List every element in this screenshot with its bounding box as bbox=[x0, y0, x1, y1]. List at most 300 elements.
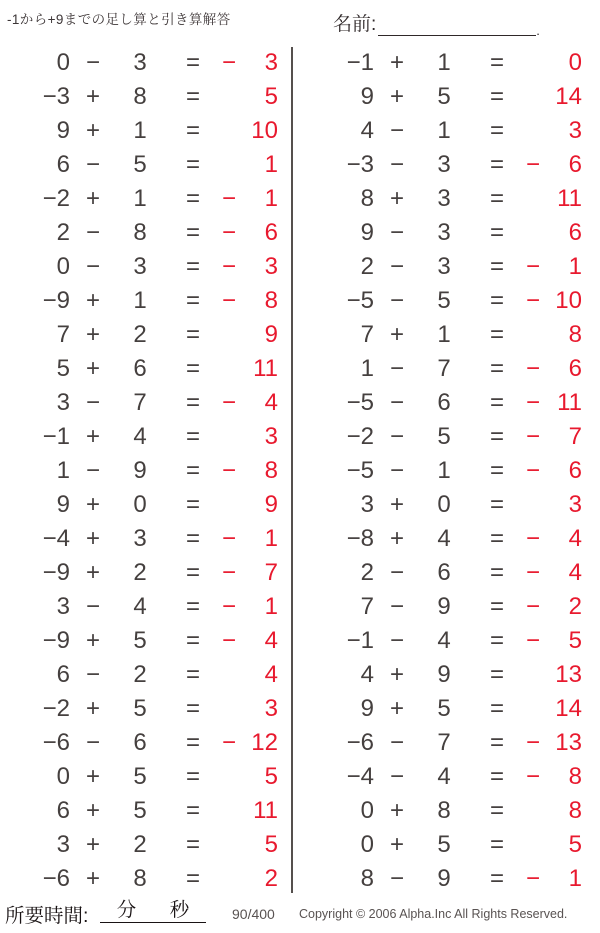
operand-a: 9 bbox=[360, 83, 374, 110]
operand-b: 8 bbox=[133, 865, 147, 892]
answer-value: 14 bbox=[555, 695, 582, 722]
answer-value: 6 bbox=[568, 457, 582, 484]
problem-row bbox=[304, 386, 584, 420]
answer-value: 6 bbox=[264, 219, 278, 246]
worksheet-title: -1から+9までの足し算と引き算解答 bbox=[7, 12, 231, 27]
problem-row bbox=[0, 590, 280, 624]
answer-minus-sign: − bbox=[222, 729, 237, 756]
operator-sign: + bbox=[389, 49, 404, 76]
operand-b: 1 bbox=[133, 287, 147, 314]
operand-b: 4 bbox=[133, 423, 147, 450]
answer-value: 6 bbox=[568, 355, 582, 382]
problem-row bbox=[0, 80, 280, 114]
answer-minus-sign: − bbox=[526, 423, 541, 450]
answer-value: 5 bbox=[264, 763, 278, 790]
operand-a: −5 bbox=[346, 287, 374, 314]
operand-b: 1 bbox=[133, 185, 147, 212]
answer-minus-sign: − bbox=[526, 627, 541, 654]
operand-a: 0 bbox=[56, 49, 70, 76]
answer-minus-sign: − bbox=[526, 865, 541, 892]
answer-value: 7 bbox=[568, 423, 582, 450]
answer-minus-sign: − bbox=[222, 559, 237, 586]
problem-row bbox=[0, 182, 280, 216]
problem-row bbox=[304, 284, 584, 318]
answer-minus-sign: − bbox=[222, 49, 237, 76]
answer bbox=[526, 323, 582, 347]
problem-row bbox=[0, 114, 280, 148]
answer bbox=[222, 731, 278, 755]
operand-b: 6 bbox=[133, 729, 147, 756]
time-blank-line bbox=[100, 897, 206, 923]
equals-sign: = bbox=[489, 865, 504, 892]
operand-a: 7 bbox=[360, 593, 374, 620]
answer bbox=[222, 663, 278, 687]
answer-value: 5 bbox=[568, 831, 582, 858]
answer-minus-sign: − bbox=[222, 253, 237, 280]
operator-sign: + bbox=[389, 83, 404, 110]
operand-a: −4 bbox=[346, 763, 374, 790]
answer bbox=[526, 289, 582, 313]
equals-sign: = bbox=[489, 321, 504, 348]
equals-sign: = bbox=[185, 253, 200, 280]
problem-row bbox=[0, 454, 280, 488]
equals-sign: = bbox=[489, 593, 504, 620]
operand-b: 1 bbox=[437, 457, 451, 484]
operand-a: 1 bbox=[360, 355, 374, 382]
operand-a: 9 bbox=[360, 695, 374, 722]
operator-sign: − bbox=[389, 253, 404, 280]
answer bbox=[222, 51, 278, 75]
problem-row bbox=[304, 352, 584, 386]
answer bbox=[222, 561, 278, 585]
answer-minus-sign: − bbox=[526, 525, 541, 552]
answer-value: 4 bbox=[568, 559, 582, 586]
problem-row bbox=[304, 726, 584, 760]
operator-sign: + bbox=[85, 423, 100, 450]
answer bbox=[222, 833, 278, 857]
answer-value: 13 bbox=[555, 661, 582, 688]
answer-value: 11 bbox=[557, 185, 582, 212]
answer bbox=[222, 323, 278, 347]
operator-sign: + bbox=[85, 185, 100, 212]
equals-sign: = bbox=[185, 627, 200, 654]
operand-b: 7 bbox=[437, 729, 451, 756]
operand-a: 2 bbox=[56, 219, 70, 246]
answer-value: 1 bbox=[264, 185, 278, 212]
answer-value: 1 bbox=[568, 865, 582, 892]
operator-sign: − bbox=[389, 389, 404, 416]
problem-row bbox=[0, 522, 280, 556]
answer bbox=[222, 799, 278, 823]
answer bbox=[526, 357, 582, 381]
equals-sign: = bbox=[489, 49, 504, 76]
answer-value: 2 bbox=[264, 865, 278, 892]
operand-a: −2 bbox=[42, 695, 70, 722]
operand-b: 4 bbox=[437, 763, 451, 790]
equals-sign: = bbox=[185, 593, 200, 620]
equals-sign: = bbox=[185, 355, 200, 382]
equals-sign: = bbox=[489, 661, 504, 688]
answer bbox=[526, 867, 582, 891]
operand-b: 4 bbox=[133, 593, 147, 620]
problem-row bbox=[0, 692, 280, 726]
answer bbox=[222, 527, 278, 551]
operand-a: −2 bbox=[346, 423, 374, 450]
operator-sign: + bbox=[389, 831, 404, 858]
answer bbox=[222, 119, 278, 143]
operand-b: 2 bbox=[133, 661, 147, 688]
operator-sign: + bbox=[389, 491, 404, 518]
operand-a: −9 bbox=[42, 287, 70, 314]
operand-b: 3 bbox=[133, 49, 147, 76]
answer-value: 3 bbox=[264, 253, 278, 280]
answer-minus-sign: − bbox=[526, 389, 541, 416]
operand-a: 3 bbox=[360, 491, 374, 518]
operand-a: 3 bbox=[56, 389, 70, 416]
answer-value: 1 bbox=[264, 593, 278, 620]
answer-minus-sign: − bbox=[222, 287, 237, 314]
operator-sign: − bbox=[389, 457, 404, 484]
problem-row bbox=[0, 420, 280, 454]
answer bbox=[222, 289, 278, 313]
answer-value: 0 bbox=[568, 49, 582, 76]
operand-a: 9 bbox=[56, 491, 70, 518]
operator-sign: − bbox=[85, 389, 100, 416]
footer bbox=[0, 897, 600, 929]
page-indicator: 90/400 bbox=[232, 906, 275, 922]
equals-sign: = bbox=[185, 423, 200, 450]
problem-row bbox=[304, 828, 584, 862]
operand-a: −1 bbox=[42, 423, 70, 450]
equals-sign: = bbox=[489, 559, 504, 586]
answer bbox=[526, 663, 582, 687]
operator-sign: − bbox=[389, 423, 404, 450]
answer bbox=[526, 833, 582, 857]
answer-value: 5 bbox=[568, 627, 582, 654]
problem-row bbox=[304, 114, 584, 148]
operator-sign: + bbox=[85, 763, 100, 790]
answer bbox=[526, 459, 582, 483]
equals-sign: = bbox=[185, 763, 200, 790]
operand-a: −1 bbox=[346, 49, 374, 76]
equals-sign: = bbox=[185, 661, 200, 688]
answer-value: 12 bbox=[251, 729, 278, 756]
equals-sign: = bbox=[185, 797, 200, 824]
problem-row bbox=[304, 862, 584, 896]
problems-column-right bbox=[304, 46, 584, 896]
answer-value: 4 bbox=[264, 661, 278, 688]
operand-b: 0 bbox=[437, 491, 451, 518]
answer bbox=[526, 629, 582, 653]
operand-b: 3 bbox=[437, 185, 451, 212]
operand-a: −3 bbox=[42, 83, 70, 110]
operator-sign: + bbox=[85, 355, 100, 382]
equals-sign: = bbox=[489, 83, 504, 110]
equals-sign: = bbox=[489, 287, 504, 314]
operand-b: 6 bbox=[437, 559, 451, 586]
operand-b: 1 bbox=[437, 321, 451, 348]
answer bbox=[222, 187, 278, 211]
answer bbox=[526, 493, 582, 517]
problem-row bbox=[0, 760, 280, 794]
operator-sign: + bbox=[85, 525, 100, 552]
operand-a: 9 bbox=[360, 219, 374, 246]
operator-sign: − bbox=[389, 559, 404, 586]
operand-a: 8 bbox=[360, 185, 374, 212]
operand-a: 2 bbox=[360, 253, 374, 280]
answer bbox=[526, 221, 582, 245]
operand-a: 6 bbox=[56, 661, 70, 688]
seconds-label: 秒 bbox=[169, 899, 190, 921]
answer-value: 4 bbox=[264, 627, 278, 654]
operand-a: 0 bbox=[56, 763, 70, 790]
answer-value: 3 bbox=[568, 491, 582, 518]
operand-b: 0 bbox=[133, 491, 147, 518]
operand-b: 8 bbox=[133, 219, 147, 246]
operand-b: 6 bbox=[437, 389, 451, 416]
equals-sign: = bbox=[489, 253, 504, 280]
operand-a: −5 bbox=[346, 457, 374, 484]
problem-row bbox=[304, 624, 584, 658]
name-line-end: . bbox=[536, 23, 540, 38]
answer bbox=[222, 153, 278, 177]
equals-sign: = bbox=[489, 457, 504, 484]
operator-sign: + bbox=[85, 117, 100, 144]
problem-row bbox=[0, 794, 280, 828]
answer-value: 8 bbox=[264, 457, 278, 484]
equals-sign: = bbox=[489, 797, 504, 824]
problem-row bbox=[304, 658, 584, 692]
operand-a: 5 bbox=[56, 355, 70, 382]
operator-sign: − bbox=[85, 219, 100, 246]
answer-minus-sign: − bbox=[222, 593, 237, 620]
problem-row bbox=[0, 658, 280, 692]
problem-row bbox=[0, 318, 280, 352]
operand-b: 2 bbox=[133, 321, 147, 348]
minutes-label: 分 bbox=[116, 899, 137, 921]
time-required-label: 所要時間: bbox=[5, 905, 89, 927]
answer-minus-sign: − bbox=[526, 593, 541, 620]
operator-sign: + bbox=[85, 287, 100, 314]
operand-b: 7 bbox=[133, 389, 147, 416]
answer-value: 11 bbox=[557, 389, 582, 416]
answer bbox=[222, 493, 278, 517]
operand-b: 9 bbox=[437, 593, 451, 620]
answer-value: 6 bbox=[568, 219, 582, 246]
problem-row bbox=[304, 760, 584, 794]
answer-value: 8 bbox=[568, 763, 582, 790]
answer bbox=[526, 731, 582, 755]
answer-minus-sign: − bbox=[526, 355, 541, 382]
operand-b: 9 bbox=[437, 661, 451, 688]
problem-row bbox=[0, 726, 280, 760]
problem-row bbox=[304, 556, 584, 590]
problem-row bbox=[304, 488, 584, 522]
operator-sign: − bbox=[85, 49, 100, 76]
problem-row bbox=[0, 488, 280, 522]
operand-a: 4 bbox=[360, 661, 374, 688]
problem-row bbox=[0, 556, 280, 590]
equals-sign: = bbox=[185, 49, 200, 76]
answer bbox=[222, 459, 278, 483]
operand-b: 3 bbox=[437, 151, 451, 178]
equals-sign: = bbox=[185, 185, 200, 212]
equals-sign: = bbox=[185, 287, 200, 314]
equals-sign: = bbox=[489, 185, 504, 212]
operand-a: −9 bbox=[42, 559, 70, 586]
answer-value: 3 bbox=[264, 423, 278, 450]
equals-sign: = bbox=[185, 457, 200, 484]
answer-value: 3 bbox=[264, 49, 278, 76]
problem-row bbox=[304, 692, 584, 726]
operand-b: 5 bbox=[133, 695, 147, 722]
problem-row bbox=[304, 318, 584, 352]
problem-row bbox=[304, 148, 584, 182]
operator-sign: + bbox=[85, 83, 100, 110]
problem-row bbox=[304, 454, 584, 488]
answer-value: 9 bbox=[264, 321, 278, 348]
answer bbox=[222, 765, 278, 789]
answer-value: 8 bbox=[568, 321, 582, 348]
operand-b: 1 bbox=[133, 117, 147, 144]
equals-sign: = bbox=[185, 865, 200, 892]
operand-b: 5 bbox=[133, 627, 147, 654]
operator-sign: + bbox=[85, 695, 100, 722]
answer-value: 2 bbox=[568, 593, 582, 620]
answer-minus-sign: − bbox=[526, 151, 541, 178]
operand-b: 3 bbox=[133, 525, 147, 552]
answer-value: 11 bbox=[253, 355, 278, 382]
operator-sign: + bbox=[85, 627, 100, 654]
problem-row bbox=[304, 46, 584, 80]
equals-sign: = bbox=[489, 389, 504, 416]
operand-b: 5 bbox=[437, 423, 451, 450]
operator-sign: − bbox=[85, 253, 100, 280]
operator-sign: + bbox=[85, 797, 100, 824]
column-divider-line bbox=[291, 47, 293, 893]
equals-sign: = bbox=[185, 491, 200, 518]
answer bbox=[526, 187, 582, 211]
problem-row bbox=[0, 862, 280, 896]
problem-row bbox=[0, 624, 280, 658]
problem-row bbox=[304, 182, 584, 216]
operator-sign: − bbox=[389, 117, 404, 144]
problem-row bbox=[0, 216, 280, 250]
problem-row bbox=[304, 216, 584, 250]
operand-b: 1 bbox=[437, 49, 451, 76]
problem-row bbox=[304, 590, 584, 624]
operand-a: −2 bbox=[42, 185, 70, 212]
operator-sign: − bbox=[389, 865, 404, 892]
answer-value: 3 bbox=[568, 117, 582, 144]
operand-a: 7 bbox=[56, 321, 70, 348]
operand-b: 3 bbox=[437, 253, 451, 280]
operand-b: 9 bbox=[133, 457, 147, 484]
problem-row bbox=[0, 828, 280, 862]
operator-sign: + bbox=[389, 797, 404, 824]
answer-minus-sign: − bbox=[222, 627, 237, 654]
answer bbox=[222, 357, 278, 381]
equals-sign: = bbox=[185, 729, 200, 756]
operator-sign: + bbox=[85, 491, 100, 518]
operand-b: 5 bbox=[133, 763, 147, 790]
operand-b: 5 bbox=[437, 695, 451, 722]
answer bbox=[222, 595, 278, 619]
operand-a: 7 bbox=[360, 321, 374, 348]
answer bbox=[526, 51, 582, 75]
operand-a: −6 bbox=[346, 729, 374, 756]
operator-sign: − bbox=[389, 287, 404, 314]
answer-minus-sign: − bbox=[526, 253, 541, 280]
operand-b: 5 bbox=[437, 83, 451, 110]
operand-a: 0 bbox=[360, 831, 374, 858]
operand-b: 6 bbox=[133, 355, 147, 382]
equals-sign: = bbox=[489, 831, 504, 858]
operator-sign: − bbox=[85, 593, 100, 620]
answer-value: 8 bbox=[264, 287, 278, 314]
operand-b: 5 bbox=[437, 287, 451, 314]
answer-minus-sign: − bbox=[526, 287, 541, 314]
operand-a: 3 bbox=[56, 831, 70, 858]
answer-value: 1 bbox=[264, 525, 278, 552]
operator-sign: − bbox=[85, 661, 100, 688]
answer-minus-sign: − bbox=[222, 389, 237, 416]
equals-sign: = bbox=[489, 627, 504, 654]
operator-sign: − bbox=[389, 151, 404, 178]
operand-a: −6 bbox=[42, 729, 70, 756]
operator-sign: − bbox=[85, 729, 100, 756]
operand-a: 0 bbox=[360, 797, 374, 824]
answer-minus-sign: − bbox=[526, 559, 541, 586]
answer-value: 10 bbox=[555, 287, 582, 314]
problem-row bbox=[304, 80, 584, 114]
operator-sign: − bbox=[389, 729, 404, 756]
operator-sign: + bbox=[389, 321, 404, 348]
name-blank-line bbox=[378, 14, 536, 36]
answer bbox=[222, 85, 278, 109]
problem-row bbox=[304, 250, 584, 284]
answer bbox=[222, 629, 278, 653]
operand-a: −5 bbox=[346, 389, 374, 416]
answer bbox=[222, 697, 278, 721]
operand-b: 4 bbox=[437, 525, 451, 552]
operator-sign: − bbox=[85, 151, 100, 178]
problem-row bbox=[304, 522, 584, 556]
answer-value: 4 bbox=[568, 525, 582, 552]
answer bbox=[526, 799, 582, 823]
equals-sign: = bbox=[489, 355, 504, 382]
answer-minus-sign: − bbox=[222, 185, 237, 212]
operand-b: 3 bbox=[437, 219, 451, 246]
problem-row bbox=[0, 46, 280, 80]
operator-sign: + bbox=[85, 831, 100, 858]
problem-row bbox=[0, 386, 280, 420]
operand-b: 5 bbox=[133, 151, 147, 178]
equals-sign: = bbox=[185, 559, 200, 586]
answer bbox=[222, 425, 278, 449]
answer bbox=[526, 153, 582, 177]
equals-sign: = bbox=[185, 83, 200, 110]
name-label: 名前: bbox=[333, 14, 377, 35]
answer bbox=[526, 391, 582, 415]
equals-sign: = bbox=[185, 831, 200, 858]
answer bbox=[526, 527, 582, 551]
operand-b: 8 bbox=[133, 83, 147, 110]
equals-sign: = bbox=[489, 423, 504, 450]
operand-b: 7 bbox=[437, 355, 451, 382]
answer-minus-sign: − bbox=[222, 457, 237, 484]
operand-a: 4 bbox=[360, 117, 374, 144]
